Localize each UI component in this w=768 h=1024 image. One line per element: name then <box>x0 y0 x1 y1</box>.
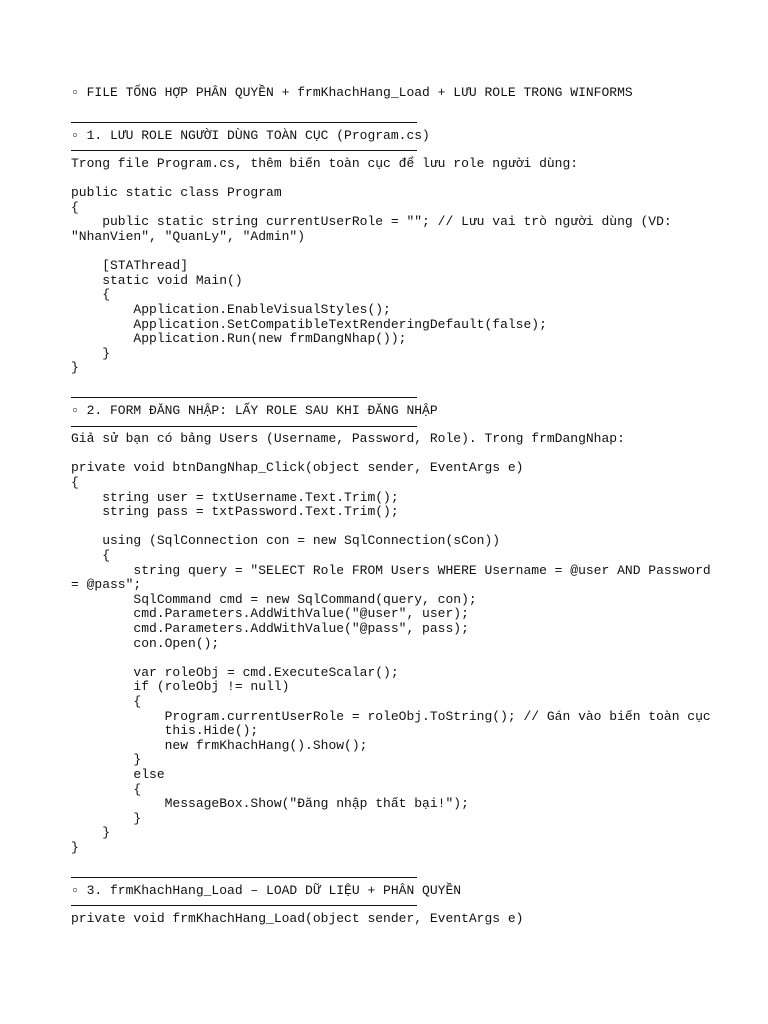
code-line: Application.SetCompatibleTextRenderingDefault(false); <box>71 316 547 332</box>
code-line: var roleObj = cmd.ExecuteScalar(); <box>71 664 399 680</box>
code-line: { <box>71 287 111 303</box>
code-line <box>71 520 711 535</box>
code-line: "NhanVien", "QuanLy", "Admin") <box>71 228 306 244</box>
code-line: { <box>71 548 111 563</box>
code-line: new frmKhachHang().Show(); <box>71 737 368 753</box>
code-line: static void Main() <box>71 272 243 288</box>
code-line: if (roleObj != null) <box>71 679 290 695</box>
code-line: [STAThread] <box>71 258 189 274</box>
divider <box>71 150 417 151</box>
code-line <box>71 245 711 260</box>
code-line: cmd.Parameters.AddWithValue("@user", user); <box>71 606 469 622</box>
document-title: ▫ FILE TỔNG HỢP PHÂN QUYỀN + frmKhachHang_Load + LƯU ROLE TRONG WINFORMS <box>71 85 633 100</box>
document-page <box>71 86 711 926</box>
code-line: public static string currentUserRole = ""; // Lưu vai trò người dùng (VD: <box>71 214 672 230</box>
section-2-heading: ▫ 2. FORM ĐĂNG NHẬP: LẤY ROLE SAU KHI ĐĂNG NHẬP <box>71 403 438 419</box>
code-line: using (SqlConnection con = new SqlConnection(sCon)) <box>71 533 501 549</box>
code-line: = @pass"; <box>71 577 142 593</box>
code-line: { <box>71 199 79 215</box>
code-line: { <box>71 693 142 709</box>
code-line: } <box>71 752 142 768</box>
section-1-code <box>71 186 711 376</box>
code-line: } <box>71 825 111 841</box>
divider <box>71 877 417 878</box>
code-line: Program.currentUserRole = roleObj.ToString(); // Gán vào biến toàn cục <box>71 708 711 724</box>
code-line: private void btnDangNhap_Click(object sender, EventArgs e) <box>71 460 524 476</box>
code-line: cmd.Parameters.AddWithValue("@pass", pass); <box>71 620 469 636</box>
divider <box>71 426 417 427</box>
divider <box>71 397 417 398</box>
divider <box>71 905 417 906</box>
section-1-heading: ▫ 1. LƯU ROLE NGƯỜI DÙNG TOÀN CỤC (Program.cs) <box>71 127 430 143</box>
code-line: public static class Program <box>71 185 282 201</box>
code-line: con.Open(); <box>71 635 220 651</box>
code-line <box>71 651 711 666</box>
code-line: } <box>71 345 111 361</box>
section-2-code <box>71 461 711 855</box>
code-line: Application.EnableVisualStyles(); <box>71 301 391 317</box>
code-line: Application.Run(new frmDangNhap()); <box>71 331 407 347</box>
divider <box>71 122 417 123</box>
code-line: string user = txtUsername.Text.Trim(); <box>71 489 399 505</box>
code-line: SqlCommand cmd = new SqlCommand(query, con); <box>71 591 477 607</box>
section-3-heading: ▫ 3. frmKhachHang_Load – LOAD DỮ LIỆU + PHÂN QUYỀN <box>71 882 462 898</box>
code-line: } <box>71 839 79 855</box>
code-line: { <box>71 781 142 797</box>
section-2-intro: Giả sử bạn có bảng Users (Username, Password, Role). Trong frmDangNhap: <box>71 431 625 447</box>
code-line: string query = "SELECT Role FROM Users WHERE Username = @user AND Password <box>71 562 711 578</box>
code-line: MessageBox.Show("Đăng nhập thất bại!"); <box>71 796 469 812</box>
code-line: } <box>71 810 142 826</box>
code-line: { <box>71 475 79 491</box>
code-line: string pass = txtPassword.Text.Trim(); <box>71 504 399 520</box>
code-line: } <box>71 360 79 376</box>
code-line: this.Hide(); <box>71 723 259 739</box>
section-1-intro: Trong file Program.cs, thêm biến toàn cục để lưu role người dùng: <box>71 155 579 171</box>
code-line: else <box>71 766 165 782</box>
section-3-code <box>71 912 711 927</box>
code-line: private void frmKhachHang_Load(object sender, EventArgs e) <box>71 910 524 926</box>
